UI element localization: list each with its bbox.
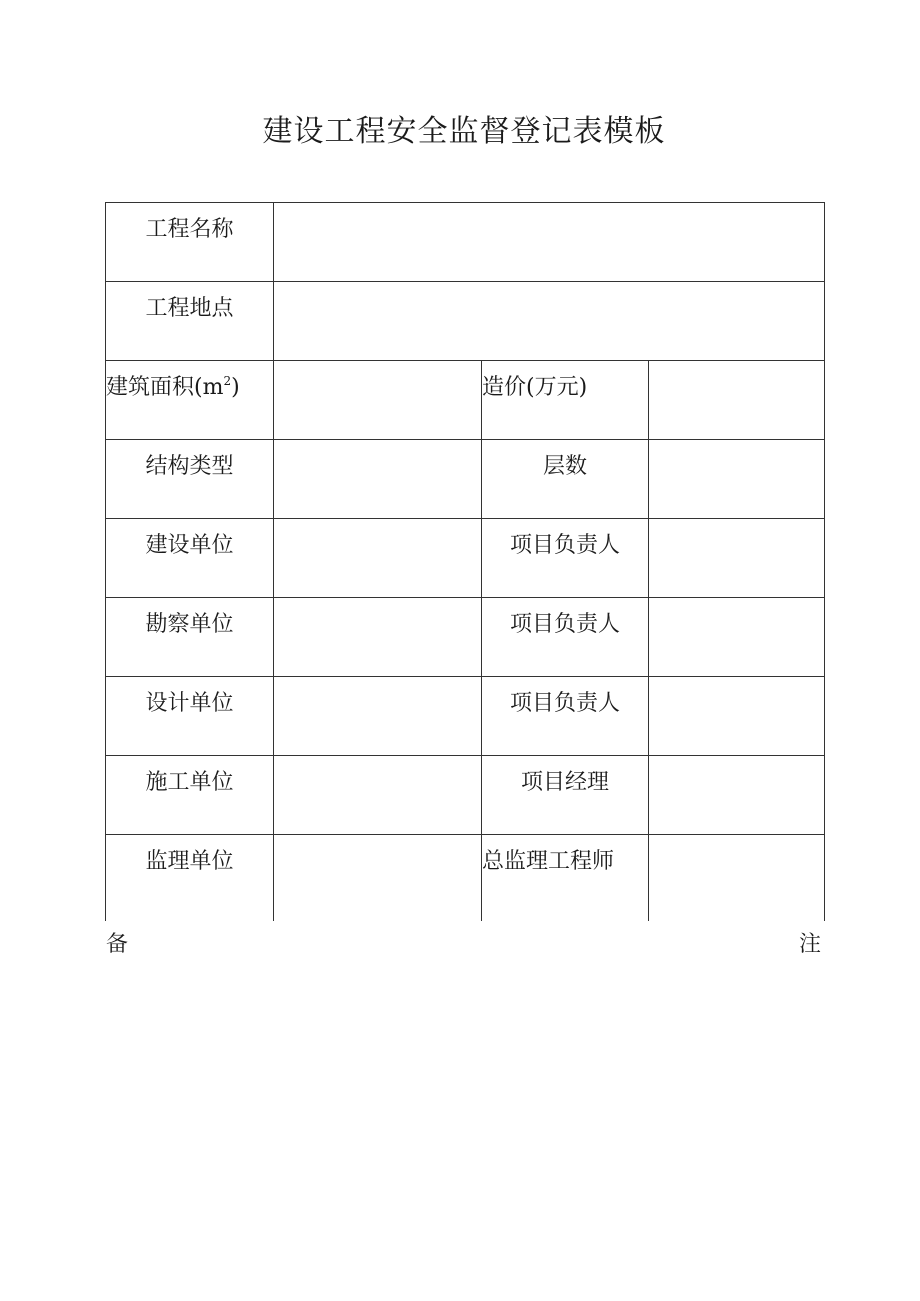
cost-label: 造价(万元) [482,361,649,440]
floors-field[interactable] [649,440,825,519]
table-row [106,756,825,835]
builder-unit-manager-label: 项目经理 [482,756,649,835]
building-area-superscript: 2 [223,374,232,388]
table-row [106,203,825,282]
design-unit-label: 设计单位 [106,677,274,756]
remarks-label-left: 备 [106,932,129,957]
remarks-label-right: 注 [799,932,822,957]
project-name-field[interactable] [274,203,825,282]
construction-unit-field[interactable] [274,519,482,598]
builder-unit-field[interactable] [274,756,482,835]
table-row [106,598,825,677]
structure-type-field[interactable] [274,440,482,519]
design-unit-manager-field[interactable] [649,677,825,756]
building-area-label [106,361,274,440]
table-row [106,440,825,519]
construction-unit-manager-label: 项目负责人 [482,519,649,598]
survey-unit-field[interactable] [274,598,482,677]
survey-unit-label: 勘察单位 [106,598,274,677]
project-name-label: 工程名称 [106,203,274,282]
design-unit-manager-label: 项目负责人 [482,677,649,756]
construction-unit-label: 建设单位 [106,519,274,598]
structure-type-label: 结构类型 [106,440,274,519]
building-area-text: 建筑面积(m [106,375,224,400]
supervision-unit-label: 监理单位 [106,835,274,922]
survey-unit-manager-label: 项目负责人 [482,598,649,677]
table-row [106,282,825,361]
builder-unit-manager-field[interactable] [649,756,825,835]
builder-unit-label: 施工单位 [106,756,274,835]
construction-unit-manager-field[interactable] [649,519,825,598]
design-unit-field[interactable] [274,677,482,756]
table-row [106,677,825,756]
table-row [106,835,825,922]
floors-label: 层数 [482,440,649,519]
building-area-close: ) [231,375,240,400]
chief-supervisor-field[interactable] [649,835,825,922]
table-row [106,361,825,440]
survey-unit-manager-field[interactable] [649,598,825,677]
cost-field[interactable] [649,361,825,440]
project-location-label: 工程地点 [106,282,274,361]
registration-form-table [105,202,825,921]
project-location-field[interactable] [274,282,825,361]
chief-supervisor-label: 总监理工程师 [482,835,649,922]
table-row [106,519,825,598]
supervision-unit-field[interactable] [274,835,482,922]
page-title: 建设工程安全监督登记表模板 [262,114,666,149]
building-area-field[interactable] [274,361,482,440]
